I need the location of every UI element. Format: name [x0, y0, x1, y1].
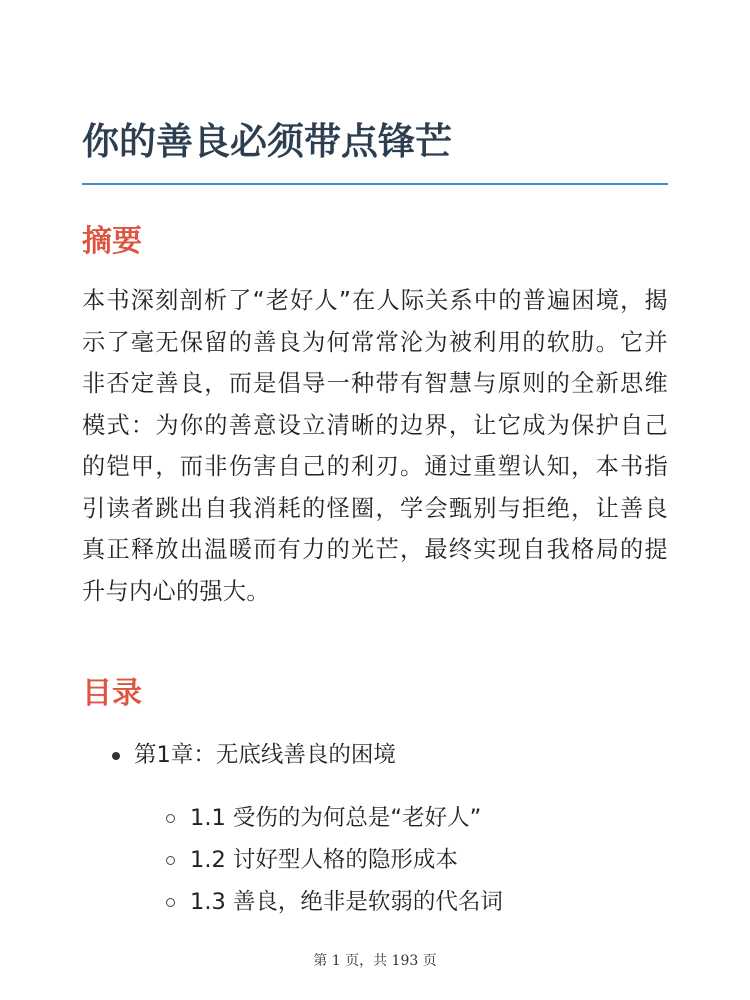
toc-chapter-1[interactable]: [82, 735, 668, 775]
bullet-circle-icon: [166, 856, 175, 865]
toc-section-label: 1.2 讨好型人格的隐形成本: [190, 847, 458, 873]
toc-section-label: 1.3 善良，绝非是软弱的代名词: [190, 889, 503, 915]
toc-section-label: 1.1 受伤的为何总是“老好人”: [190, 805, 482, 831]
summary-paragraph: 本书深刻剖析了“老好人”在人际关系中的普遍困境，揭示了毫无保留的善良为何常常沦为被利用的软肋。它并非否定善良，而是倡导一种带有智慧与原则的全新思维模式：为你的善意设立清晰的边界，让它成为保护自己的铠甲，而非伤害自己的利刃。通过重塑认知，本书指引读者跳出自我消耗的怪圈，学会甄别与拒绝，让善良真正释放出温暖而有力的光芒，最终实现自我格局的提升与内心的强大。: [82, 287, 668, 605]
title-divider: [82, 183, 668, 185]
page-number-footer: 第 1 页，共 193 页: [313, 953, 437, 969]
bullet-circle-icon: [166, 814, 175, 823]
toc-chapter-1-sections-wrapper: [82, 797, 668, 923]
table-of-contents: [82, 735, 668, 923]
toc-section-1-3[interactable]: [82, 881, 668, 923]
toc-section-1-2[interactable]: [82, 839, 668, 881]
bullet-circle-icon: [166, 898, 175, 907]
toc-chapter-label: 第1章：无底线善良的困境: [134, 742, 396, 768]
toc-heading: 目录: [82, 676, 142, 711]
bullet-dot-icon: [112, 752, 120, 760]
toc-section-1-1[interactable]: [82, 797, 668, 839]
page-title: 你的善良必须带点锋芒: [82, 120, 452, 163]
summary-heading: 摘要: [82, 224, 142, 259]
toc-section-list: [82, 797, 668, 923]
